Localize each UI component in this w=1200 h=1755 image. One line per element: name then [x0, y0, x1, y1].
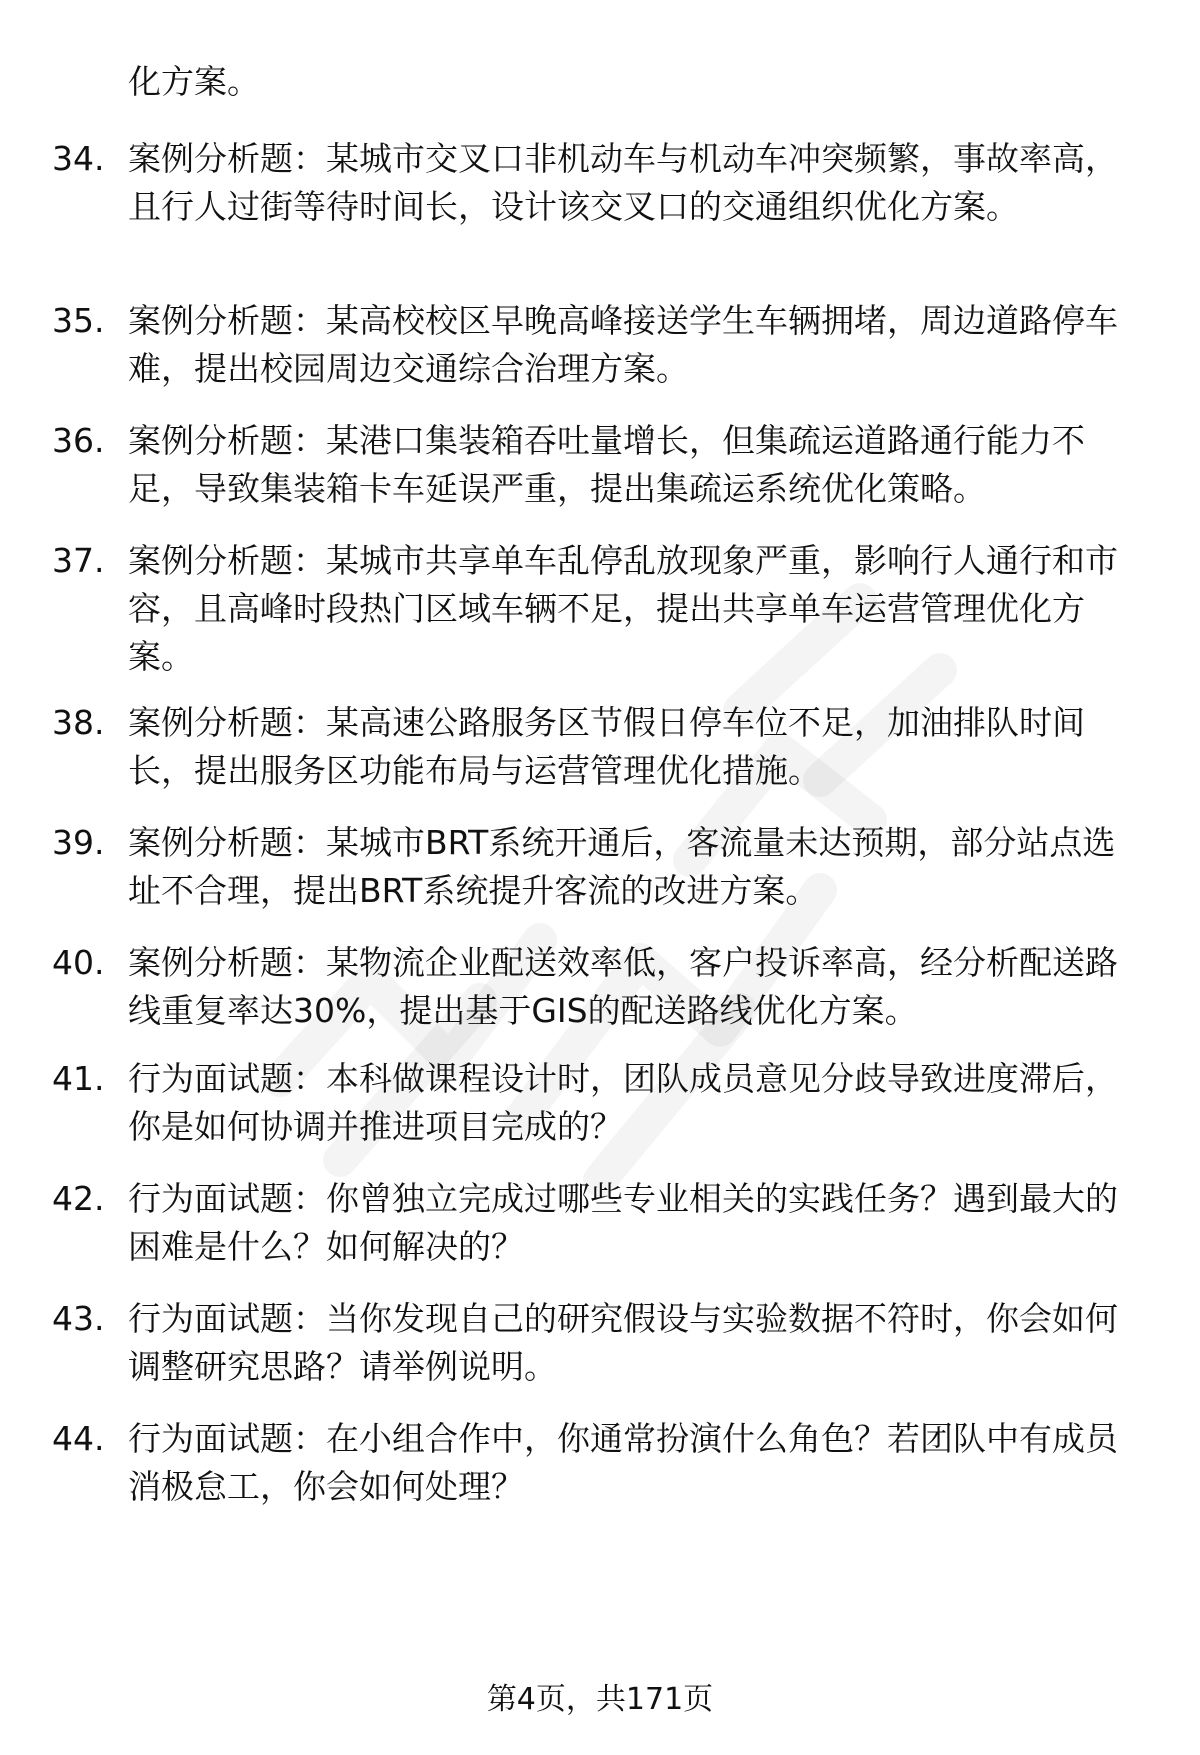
question-number: 39.: [52, 823, 105, 862]
page-footer: 第4页，共171页: [486, 1682, 714, 1717]
question-number: 40.: [52, 943, 105, 982]
question-number: 38.: [52, 703, 105, 742]
continuation-text: 化方案。: [128, 62, 260, 101]
question-text: 案例分析题：某高速公路服务区节假日停车位不足，加油排队时间长，提出服务区功能布局与运营管理优化措施。: [128, 703, 1085, 790]
question-text: 行为面试题：本科做课程设计时，团队成员意见分歧导致进度滞后，你是如何协调并推进项目完成的？: [128, 1059, 1118, 1146]
question-number: 44.: [52, 1419, 105, 1458]
question-number: 43.: [52, 1299, 105, 1338]
question-number: 41.: [52, 1059, 105, 1098]
question-text: 案例分析题：某港口集装箱吞吐量增长，但集疏运道路通行能力不足，导致集装箱卡车延误严重，提出集疏运系统优化策略。: [128, 421, 1085, 508]
question-text: 案例分析题：某城市交叉口非机动车与机动车冲突频繁，事故率高，且行人过街等待时间长，设计该交叉口的交通组织优化方案。: [128, 139, 1118, 226]
question-text: 案例分析题：某城市BRT系统开通后，客流量未达预期，部分站点选址不合理，提出BRT系统提升客流的改进方案。: [128, 823, 1116, 910]
question-text: 案例分析题：某物流企业配送效率低，客户投诉率高，经分析配送路线重复率达30%，提出基于GIS的配送路线优化方案。: [128, 943, 1118, 1030]
question-text: 案例分析题：某高校校区早晚高峰接送学生车辆拥堵，周边道路停车难，提出校园周边交通综合治理方案。: [128, 301, 1118, 388]
question-number: 34.: [52, 139, 105, 178]
question-number: 36.: [52, 421, 105, 460]
question-text: 行为面试题：在小组合作中，你通常扮演什么角色？若团队中有成员消极怠工，你会如何处理？: [128, 1419, 1118, 1506]
question-text: 案例分析题：某城市共享单车乱停乱放现象严重，影响行人通行和市容，且高峰时段热门区域车辆不足，提出共享单车运营管理优化方案。: [128, 541, 1118, 676]
question-number: 42.: [52, 1179, 105, 1218]
question-number: 35.: [52, 301, 105, 340]
question-text: 行为面试题：你曾独立完成过哪些专业相关的实践任务？遇到最大的困难是什么？如何解决的？: [128, 1179, 1118, 1266]
question-text: 行为面试题：当你发现自己的研究假设与实验数据不符时，你会如何调整研究思路？请举例说明。: [128, 1299, 1118, 1386]
question-number: 37.: [52, 541, 105, 580]
